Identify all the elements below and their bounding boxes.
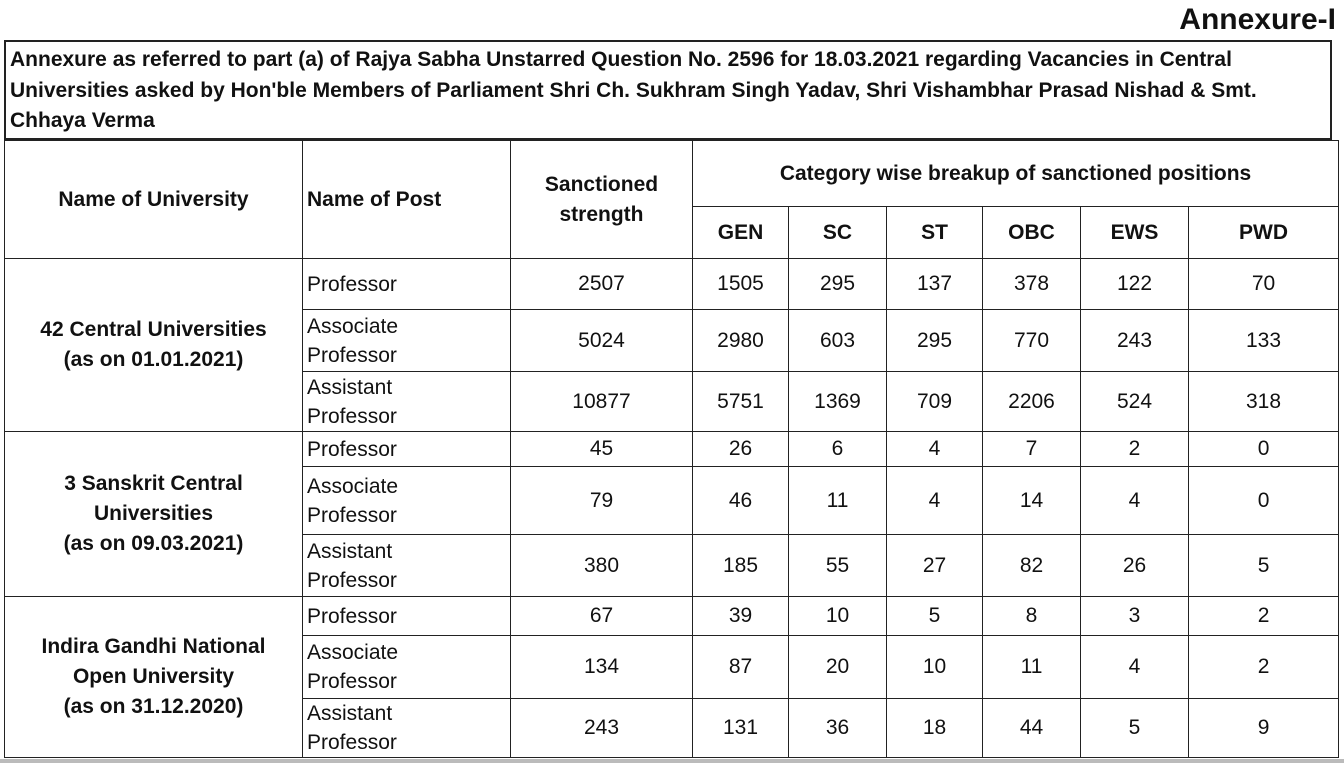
header-obc: OBC xyxy=(983,207,1081,259)
header-category-group: Category wise breakup of sanctioned positions xyxy=(693,141,1339,207)
cell-gen: 1505 xyxy=(693,259,789,310)
vacancy-table xyxy=(4,140,1339,758)
post-name-line: Assistant xyxy=(307,375,393,399)
table-row xyxy=(5,597,1339,636)
cell-obc: 11 xyxy=(983,636,1081,699)
university-name-line: (as on 09.03.2021) xyxy=(63,532,244,555)
cell-pwd: 9 xyxy=(1189,699,1339,758)
cell-pwd: 70 xyxy=(1189,259,1339,310)
cell-sanctioned: 10877 xyxy=(511,372,693,432)
university-name xyxy=(5,432,303,597)
post-name-line: Professor xyxy=(307,568,397,592)
cell-st: 27 xyxy=(887,535,983,597)
university-name xyxy=(5,597,303,758)
cell-sc: 295 xyxy=(789,259,887,310)
post-name xyxy=(303,597,511,636)
cell-sc: 55 xyxy=(789,535,887,597)
cell-gen: 46 xyxy=(693,467,789,535)
cell-sanctioned: 67 xyxy=(511,597,693,636)
post-name xyxy=(303,259,511,310)
table-row xyxy=(5,432,1339,467)
post-name-line: Professor xyxy=(307,670,397,693)
cell-obc: 2206 xyxy=(983,372,1081,432)
cell-gen: 2980 xyxy=(693,310,789,372)
cell-ews: 243 xyxy=(1081,310,1189,372)
cell-sanctioned: 45 xyxy=(511,432,693,467)
post-name-line: Assistant xyxy=(307,702,393,725)
cell-gen: 5751 xyxy=(693,372,789,432)
cell-st: 709 xyxy=(887,372,983,432)
cell-sc: 603 xyxy=(789,310,887,372)
cell-obc: 14 xyxy=(983,467,1081,535)
header-sanctioned xyxy=(511,141,693,259)
university-name-line: Indira Gandhi National xyxy=(41,635,266,658)
cell-obc: 7 xyxy=(983,432,1081,467)
header-sanctioned-line2: strength xyxy=(559,202,644,226)
cell-ews: 524 xyxy=(1081,372,1189,432)
cell-st: 137 xyxy=(887,259,983,310)
cell-sanctioned: 134 xyxy=(511,636,693,699)
cell-ews: 3 xyxy=(1081,597,1189,636)
post-name-line: Professor xyxy=(307,437,397,461)
cell-ews: 4 xyxy=(1081,636,1189,699)
cell-sanctioned: 380 xyxy=(511,535,693,597)
university-name-line: (as on 31.12.2020) xyxy=(63,695,244,718)
cell-st: 18 xyxy=(887,699,983,758)
post-name-line: Associate xyxy=(307,474,399,498)
header-sanctioned-line1: Sanctioned xyxy=(544,172,659,196)
cell-obc: 44 xyxy=(983,699,1081,758)
header-gen: GEN xyxy=(693,207,789,259)
cell-ews: 2 xyxy=(1081,432,1189,467)
cell-pwd: 133 xyxy=(1189,310,1339,372)
cell-pwd: 0 xyxy=(1189,467,1339,535)
cell-obc: 770 xyxy=(983,310,1081,372)
cell-gen: 87 xyxy=(693,636,789,699)
post-name-line: Professor xyxy=(307,343,397,367)
table-body xyxy=(5,259,1339,758)
cell-st: 4 xyxy=(887,467,983,535)
post-name-line: Assistant xyxy=(307,539,393,563)
cell-pwd: 2 xyxy=(1189,597,1339,636)
cell-st: 5 xyxy=(887,597,983,636)
header-ews: EWS xyxy=(1081,207,1189,259)
university-name-line: Open University xyxy=(72,665,235,688)
cell-ews: 5 xyxy=(1081,699,1189,758)
cell-st: 10 xyxy=(887,636,983,699)
cell-sc: 20 xyxy=(789,636,887,699)
header-sc: SC xyxy=(789,207,887,259)
post-name-line: Associate xyxy=(307,314,399,338)
post-name xyxy=(303,467,511,535)
cell-ews: 4 xyxy=(1081,467,1189,535)
cell-sc: 1369 xyxy=(789,372,887,432)
cell-obc: 8 xyxy=(983,597,1081,636)
cell-sanctioned: 5024 xyxy=(511,310,693,372)
cell-sanctioned: 243 xyxy=(511,699,693,758)
post-name xyxy=(303,432,511,467)
cell-sc: 6 xyxy=(789,432,887,467)
bottom-divider xyxy=(0,759,1344,763)
university-name-line: 3 Sanskrit Central xyxy=(64,472,243,495)
cell-st: 295 xyxy=(887,310,983,372)
post-name-line: Professor xyxy=(307,604,397,628)
header-pwd: PWD xyxy=(1189,207,1339,259)
cell-sc: 11 xyxy=(789,467,887,535)
post-name-line: Professor xyxy=(307,731,397,754)
cell-pwd: 5 xyxy=(1189,535,1339,597)
cell-sanctioned: 79 xyxy=(511,467,693,535)
cell-gen: 39 xyxy=(693,597,789,636)
post-name-line: Professor xyxy=(307,503,397,527)
header-post: Name of Post xyxy=(303,141,511,259)
cell-pwd: 318 xyxy=(1189,372,1339,432)
university-name-line: (as on 01.01.2021) xyxy=(63,348,244,371)
post-name xyxy=(303,310,511,372)
cell-sanctioned: 2507 xyxy=(511,259,693,310)
cell-st: 4 xyxy=(887,432,983,467)
header-st: ST xyxy=(887,207,983,259)
header-university: Name of University xyxy=(5,141,303,259)
cell-sc: 36 xyxy=(789,699,887,758)
university-name xyxy=(5,259,303,432)
cell-pwd: 2 xyxy=(1189,636,1339,699)
university-name-line: 42 Central Universities xyxy=(40,318,267,341)
cell-obc: 82 xyxy=(983,535,1081,597)
cell-pwd: 0 xyxy=(1189,432,1339,467)
post-name xyxy=(303,372,511,432)
cell-sc: 10 xyxy=(789,597,887,636)
post-name-line: Professor xyxy=(307,272,397,296)
post-name-line: Professor xyxy=(307,404,397,428)
post-name xyxy=(303,535,511,597)
annexure-title: Annexure-I xyxy=(1179,3,1336,36)
table-row xyxy=(5,259,1339,310)
intro-text: Annexure as referred to part (a) of Rajya Sabha Unstarred Question No. 2596 for 18.03.2021 regarding Vacancies in Central Universities asked by Hon'ble Members of Parliament Shri Ch. Sukhram Singh Yadav, Shri Vishambhar Prasad Nishad & Smt. Chhaya Verma xyxy=(4,40,1332,140)
cell-gen: 26 xyxy=(693,432,789,467)
post-name xyxy=(303,699,511,758)
post-name-line: Associate xyxy=(307,641,399,664)
cell-ews: 26 xyxy=(1081,535,1189,597)
cell-gen: 185 xyxy=(693,535,789,597)
post-name xyxy=(303,636,511,699)
cell-gen: 131 xyxy=(693,699,789,758)
cell-obc: 378 xyxy=(983,259,1081,310)
university-name-line: Universities xyxy=(93,502,214,525)
cell-ews: 122 xyxy=(1081,259,1189,310)
